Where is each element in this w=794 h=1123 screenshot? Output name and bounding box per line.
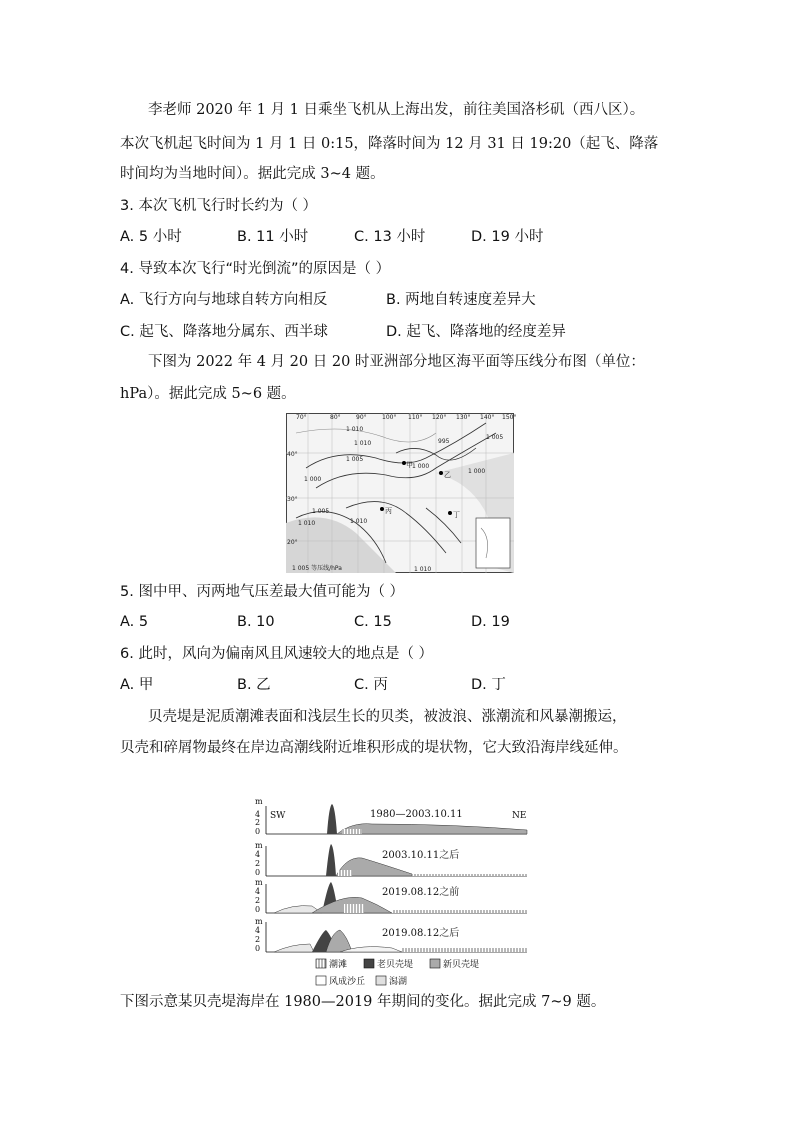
map-isobar-label: 1 010 [354, 440, 372, 447]
map-lon-label: 110° [408, 414, 423, 421]
map-isobar-label: 1 005 [346, 456, 364, 463]
question-5-option-c[interactable]: C. 15 [354, 614, 392, 630]
profile-panel-label: 2019.08.12之前 [382, 887, 460, 898]
map-isobar-label: 1 010 [414, 566, 432, 573]
question-5-option-d[interactable]: D. 19 [471, 614, 510, 630]
question-4-option-a[interactable]: A. 飞行方向与地球自转方向相反 [120, 292, 328, 308]
map-point-label-ding: 丁 [453, 511, 460, 519]
passage-1-line-3: 时间均为当地时间）。据此完成 3~4 题。 [120, 166, 385, 182]
map-legend-note: 1 005 等压线/hPa [292, 565, 342, 572]
map-lon-label: 70° [296, 414, 307, 421]
map-lat-label: 30° [287, 496, 298, 503]
map-lon-label: 150° [502, 414, 517, 421]
legend-tidal-flat: 潮滩 [329, 960, 348, 970]
tidal-flat-4 [402, 948, 527, 952]
legend-lagoon: 潟湖 [389, 977, 408, 987]
profile-unit-3: m [255, 878, 263, 887]
passage-2-line-1: 下图为 2022 年 4 月 20 日 20 时亚洲部分地区海平面等压线分布图（单位： [148, 354, 645, 370]
profile-ytick: 4 [255, 810, 261, 819]
question-4-stem: 4. 导致本次飞行“时光倒流”的原因是（ ） [120, 261, 391, 277]
question-3-option-d[interactable]: D. 19 小时 [471, 229, 544, 245]
question-6-stem: 6. 此时，风向为偏南风且风速较大的地点是（ ） [120, 646, 434, 662]
map-isobar-label: 995 [438, 438, 450, 445]
map-point-bing [380, 507, 384, 511]
legend-dune: 风成沙丘 [329, 977, 366, 987]
question-3-option-c[interactable]: C. 13 小时 [354, 229, 426, 245]
question-5-option-a[interactable]: A. 5 [120, 614, 149, 630]
tidal-flat-3 [344, 904, 364, 913]
passage-4-line-1: 下图示意某贝壳堤海岸在 1980—2019 年期间的变化。据此完成 7~9 题。 [120, 994, 606, 1010]
tidal-flat-1 [342, 829, 362, 834]
map-lon-label: 120° [432, 414, 447, 421]
profile-panel-label: 1980—2003.10.11 [370, 809, 463, 820]
passage-1-line-1: 李老师 2020 年 1 月 1 日乘坐飞机从上海出发，前往美国洛杉矶（西八区）。 [148, 102, 645, 118]
profile-ytick: 0 [255, 905, 261, 914]
profile-unit-2: m [255, 841, 263, 850]
legend-swatch-lagoon [376, 976, 386, 985]
tidal-flat-2 [338, 870, 352, 876]
profile-unit-4: m [255, 917, 263, 926]
question-6-option-d[interactable]: D. 丁 [471, 677, 506, 693]
map-point-label-jia: 甲 [406, 461, 413, 469]
legend-old-ridge: 老贝壳堤 [377, 960, 414, 970]
profile-ytick: 0 [255, 868, 261, 877]
new-shell-ridge-4 [326, 930, 352, 952]
legend-swatch-old-ridge [364, 959, 374, 968]
question-4-option-c[interactable]: C. 起飞、降落地分属东、西半球 [120, 324, 328, 340]
tidal-flat-2b [412, 874, 527, 876]
question-4-option-d[interactable]: D. 起飞、降落地的经度差异 [386, 324, 566, 340]
map-point-label-yi: 乙 [444, 471, 451, 479]
profile-ytick: 4 [255, 926, 261, 935]
map-lon-label: 130° [456, 414, 471, 421]
map-isobar-label: 1 010 [298, 520, 316, 527]
profile-ytick: 0 [255, 944, 261, 953]
question-4-option-b[interactable]: B. 两地自转速度差异大 [386, 292, 536, 308]
isobar-map-figure [286, 413, 517, 573]
old-shell-ridge-1 [327, 804, 337, 834]
old-shell-ridge-2 [326, 844, 336, 876]
passage-3-line-2: 贝壳和碎屑物最终在岸边高潮线附近堆积形成的堤状物，它大致沿海岸线延伸。 [120, 740, 628, 756]
map-isobar-label: 1 000 [304, 476, 322, 483]
map-lon-label: 90° [356, 414, 367, 421]
passage-3-line-1: 贝壳堤是泥质潮滩表面和浅层生长的贝类，被波浪、涨潮流和风暴潮搬运， [148, 709, 627, 725]
profile-ytick: 2 [255, 896, 261, 905]
map-point-yi [439, 471, 443, 475]
map-lon-label: 100° [382, 414, 397, 421]
new-shell-ridge-1 [337, 824, 527, 834]
profile-ytick: 2 [255, 859, 261, 868]
legend-new-ridge: 新贝壳堤 [443, 960, 480, 970]
map-lat-label: 20° [287, 539, 298, 546]
profile-direction-ne: NE [512, 811, 527, 821]
map-isobar-label: 1 000 [412, 463, 430, 470]
question-6-option-c[interactable]: C. 丙 [354, 677, 388, 693]
question-5-stem: 5. 图中甲、丙两地气压差最大值可能为（ ） [120, 584, 405, 600]
profile-ytick: 4 [255, 887, 261, 896]
question-3-option-b[interactable]: B. 11 小时 [237, 229, 309, 245]
profile-unit-1: m [255, 797, 263, 806]
map-lon-label: 80° [330, 414, 341, 421]
map-isobar-label: 1 005 [312, 508, 330, 515]
profile-ytick: 2 [255, 818, 261, 827]
question-6-option-a[interactable]: A. 甲 [120, 677, 154, 693]
question-3-option-a[interactable]: A. 5 小时 [120, 229, 182, 245]
map-point-label-bing: 丙 [385, 507, 392, 515]
profile-ytick: 2 [255, 935, 261, 944]
map-inset [476, 518, 510, 568]
passage-2-line-2: hPa）。据此完成 5~6 题。 [120, 386, 296, 402]
aeolian-dune-4 [274, 944, 314, 952]
map-isobar-label: 1 005 [486, 434, 504, 441]
legend-swatch-new-ridge [430, 959, 440, 968]
question-6-option-b[interactable]: B. 乙 [237, 677, 271, 693]
question-3-stem: 3. 本次飞机飞行时长约为（ ） [120, 198, 318, 214]
legend-swatch-dune [316, 976, 326, 985]
profile-ytick: 4 [255, 850, 261, 859]
passage-1-line-2: 本次飞机起飞时间为 1 月 1 日 0:15，降落时间为 12 月 31 日 19:20（起飞、降落 [120, 136, 659, 152]
profile-direction-sw: SW [270, 811, 286, 821]
map-lat-label: 40° [287, 451, 298, 458]
legend-swatch-tidal-flat [316, 959, 326, 968]
map-isobar-label: 1 010 [350, 518, 368, 525]
profile-panel-label: 2003.10.11之后 [382, 850, 460, 861]
profile-ytick: 0 [255, 827, 261, 836]
map-isobar-label: 1 000 [468, 468, 486, 475]
tidal-flat-3b [392, 910, 527, 913]
map-point-ding [448, 511, 452, 515]
map-lon-label: 140° [480, 414, 495, 421]
question-5-option-b[interactable]: B. 10 [237, 614, 275, 630]
profile-panel-label: 2019.08.12之后 [382, 928, 460, 939]
map-isobar-label: 1 010 [346, 426, 364, 433]
shell-ridge-profile-figure [252, 796, 532, 992]
